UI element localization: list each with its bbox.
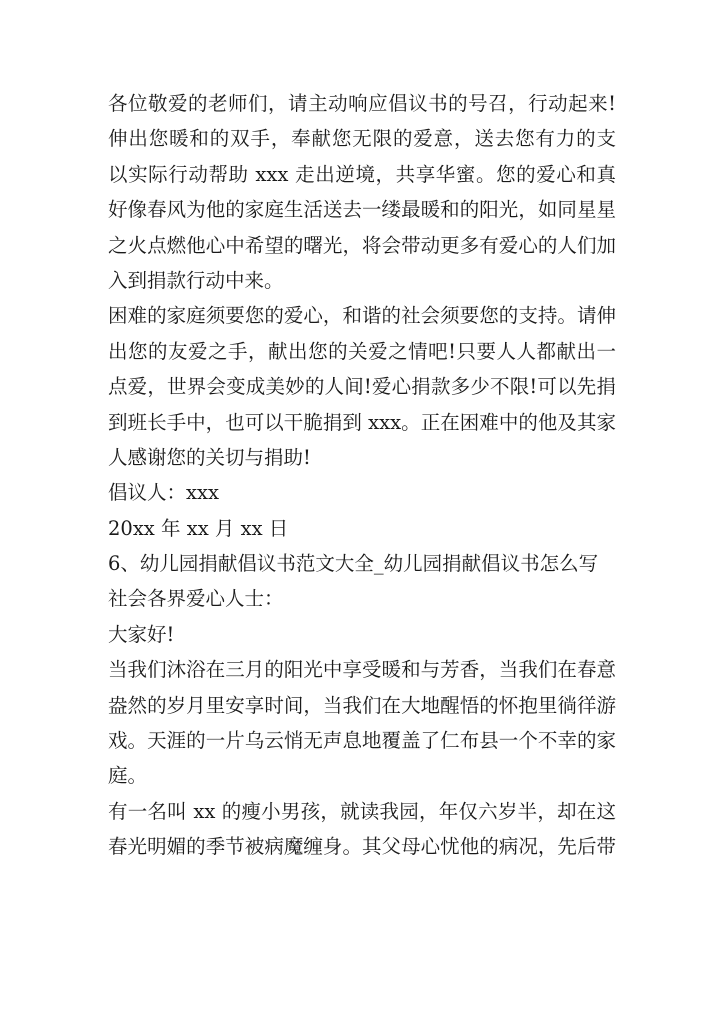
- text-line: 春光明媚的季节被病魔缠身。其父母心忧他的病况，先后带: [108, 835, 616, 859]
- text-line: 社会各界爱心人士：: [108, 587, 284, 611]
- text-line: 有一名叫 xx 的瘦小男孩，就读我园，年仅六岁半，却在这: [108, 799, 616, 823]
- text-line: 庭。: [108, 764, 148, 788]
- document-body: [108, 86, 616, 865]
- text-line: 点爱，世界会变成美妙的人间!爱心捐款多少不限!可以先捐: [108, 375, 616, 399]
- text-line: 伸出您暖和的双手，奉献您无限的爱意，送去您有力的支: [108, 127, 616, 151]
- text-line: 出您的友爱之手，献出您的关爱之情吧!只要人人都献出一: [108, 339, 616, 363]
- text-line: 之火点燃他心中希望的曙光，将会带动更多有爱心的人们加: [108, 233, 616, 257]
- text-line: 盎然的岁月里安享时间，当我们在大地醒悟的怀抱里徜徉游: [108, 693, 616, 717]
- text-line: 20xx 年 xx 月 xx 日: [108, 516, 289, 540]
- text-line: 人感谢您的关切与捐助!: [108, 445, 311, 469]
- text-line: 各位敬爱的老师们，请主动响应倡议书的号召，行动起来!: [108, 92, 616, 115]
- text-line: 当我们沐浴在三月的阳光中享受暖和与芳香，当我们在春意: [108, 658, 616, 682]
- text-line: 以实际行动帮助 xxx 走出逆境，共享华蜜。您的爱心和真: [108, 162, 616, 186]
- text-line: 到班长手中，也可以干脆捐到 xxx。正在困难中的他及其家: [108, 410, 616, 434]
- text-line: 入到捐款行动中来。: [108, 268, 284, 292]
- text-line: 困难的家庭须要您的爱心，和谐的社会须要您的支持。请伸: [108, 304, 616, 328]
- text-line: 6、幼儿园捐献倡议书范文大全_幼儿园捐献倡议书怎么写: [108, 552, 599, 576]
- text-line: 倡议人：xxx: [108, 481, 219, 505]
- text-line: 大家好!: [108, 622, 175, 646]
- text-line: 戏。天涯的一片乌云悄无声息地覆盖了仁布县一个不幸的家: [108, 729, 616, 753]
- text-line: 好像春风为他的家庭生活送去一缕最暖和的阳光，如同星星: [108, 198, 616, 222]
